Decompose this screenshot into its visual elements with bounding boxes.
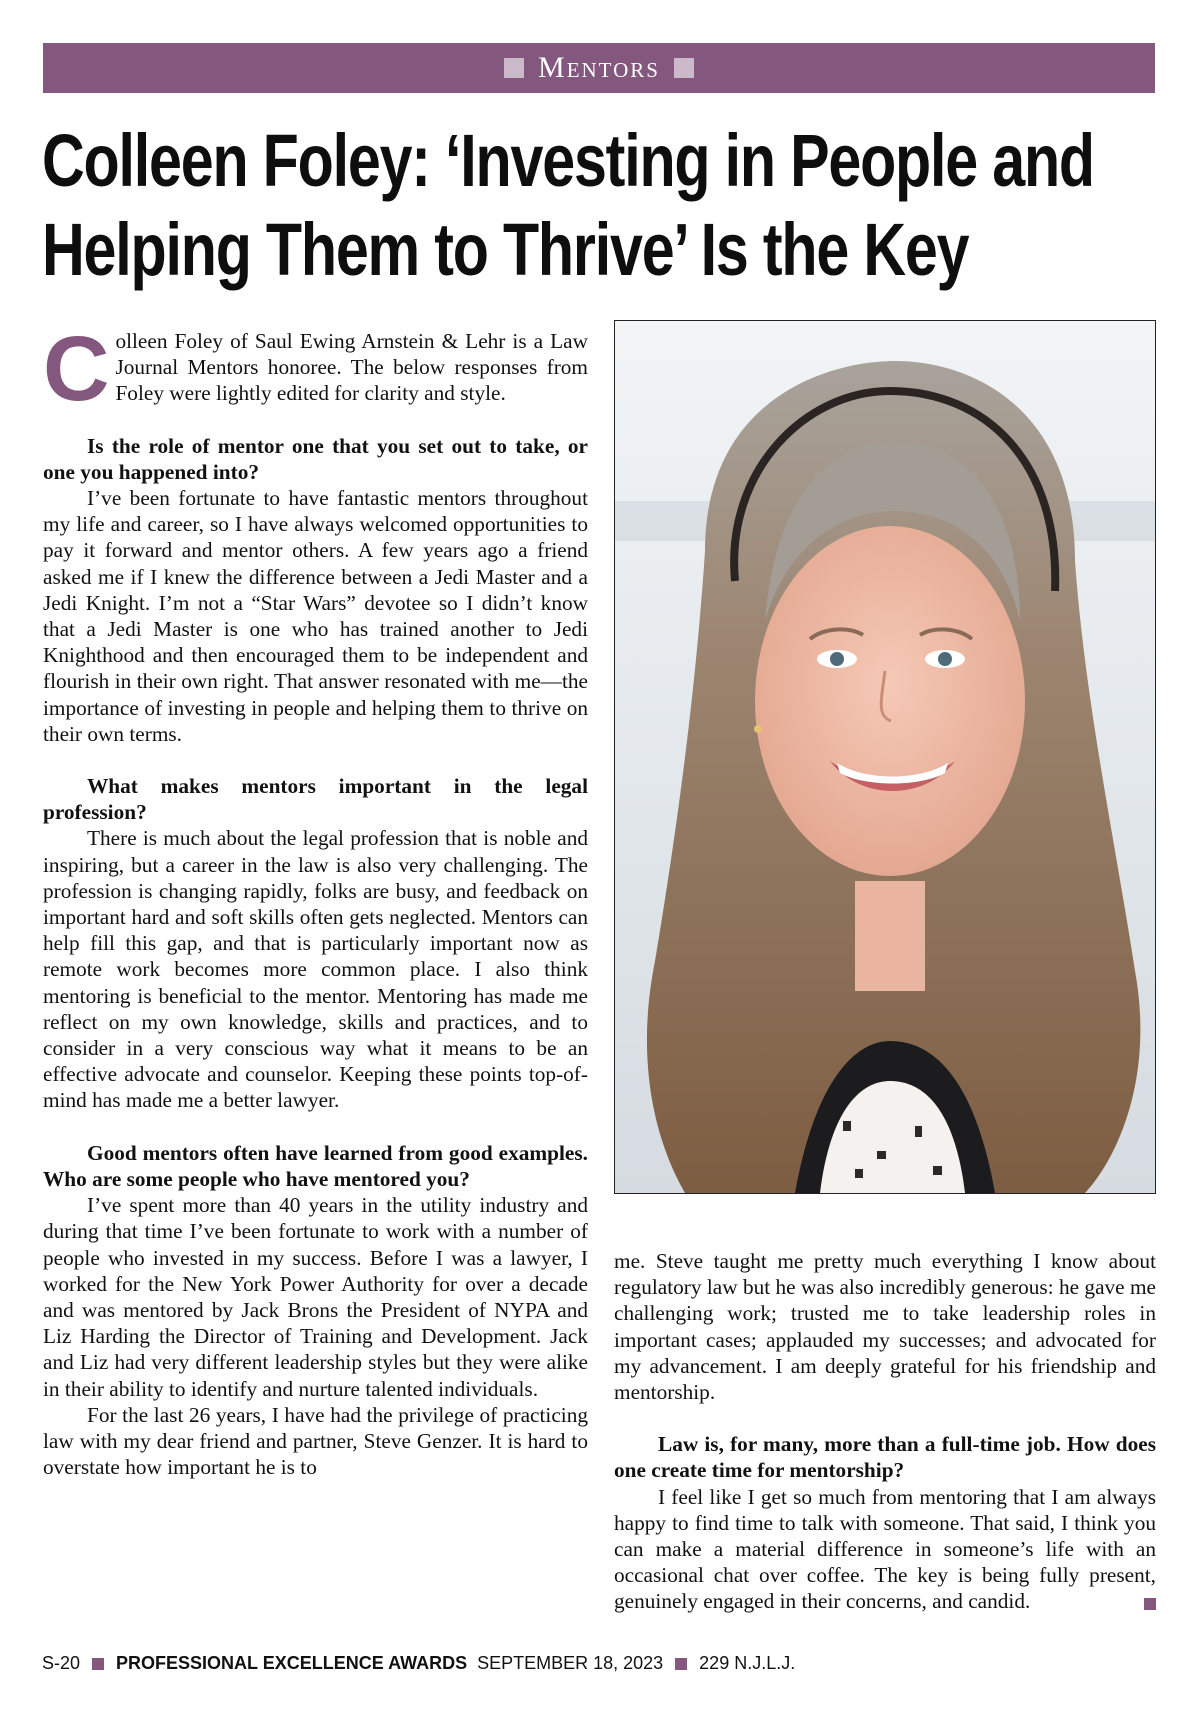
question-2: What makes mentors important in the legal profession? [43, 774, 588, 825]
page-number: S-20 [42, 1653, 81, 1673]
continuation-paragraph: me. Steve taught me pretty much everything I know about regulatory law but he was also incredibly generous: he gave me challenging work; trusted me to take leadership roles in important cases; applauded my successes; and advocated for my advancement. I am deeply grateful for his friendship and mentorship. [614, 1249, 1156, 1405]
left-column [43, 318, 588, 1480]
end-mark-square [1144, 1598, 1156, 1610]
footer-square-2 [675, 1658, 687, 1670]
banner-square-left [504, 58, 524, 78]
answer-1: I’ve been fortunate to have fantastic mentors throughout my life and career, so I have always welcomed opportunities to pay it forward and mentor others. A few years ago a friend asked me if I knew the difference between a Jedi Master and a Jedi Knight. I’m not a “Star Wars” devotee so I didn’t know that a Jedi Master is one who has trained another to Jedi Knighthood and then encouraged them to be independent and flourish in their own right. That answer resonated with me—the importance of investing in people and helping them to thrive on their own terms. [43, 486, 588, 746]
headline [42, 116, 1094, 294]
intro-text: olleen Foley of Saul Ewing Arnstein & Lehr is a Law Journal Mentors honoree. The below responses from Foley were lightly edited for clarity and style. [115, 329, 588, 406]
question-4: Law is, for many, more than a full-time job. How does one create time for mentorship? [614, 1432, 1156, 1483]
answer-3b: For the last 26 years, I have had the privilege of practicing law with my dear friend and partner, Steve Genzer. It is hard to overstate how important he is to [43, 1402, 588, 1480]
question-1: Is the role of mentor one that you set out to take, or one you happened into? [43, 433, 588, 484]
headline-line-2: Helping Them to Thrive’ Is the Key [42, 208, 969, 291]
answer-2: There is much about the legal profession that is noble and inspiring, but a career in the law is also very challenging. The profession is changing rapidly, folks are busy, and feedback on important hard and soft skills often gets neglected. Mentors can help fill this gap, and that is particularly important now as remote work becomes more common place. I also think mentoring is beneficial to the mentor. Mentoring has made me reflect on my own knowledge, skills and practices, and to consider in a very conscious way what it means to be an effective advocate and counselor. Keeping these points top-of-mind has made me a better lawyer. [43, 826, 588, 1113]
volume-label: 229 N.J.L.J. [699, 1653, 796, 1673]
portrait-photo [614, 320, 1156, 1194]
intro-paragraph [43, 318, 588, 420]
page-footer [42, 1653, 795, 1674]
footer-square-1 [92, 1658, 104, 1670]
banner-square-right [674, 58, 694, 78]
issue-date: SEPTEMBER 18, 2023 [477, 1653, 664, 1673]
section-label: Mentors [538, 51, 660, 84]
portrait-illustration [615, 321, 1155, 1193]
right-column [614, 1248, 1156, 1615]
answer-3a: I’ve spent more than 40 years in the utility industry and during that time I’ve been fortunate to work with a number of people who invested in my success. Before I was a lawyer, I worked for the New York Power Authority for over a decade and was mentored by Jack Brons the President of NYPA and Liz Harding the Director of Training and Development. Jack and Liz had very different leadership styles but they were alike in their ability to identify and nurture talented individuals. [43, 1193, 588, 1401]
question-3: Good mentors often have learned from good examples. Who are some people who have mentored you? [43, 1140, 588, 1191]
headline-line-1: Colleen Foley: ‘Investing in People and [42, 119, 1094, 202]
publication-name: PROFESSIONAL EXCELLENCE AWARDS [116, 1653, 468, 1673]
answer-4 [614, 1484, 1156, 1615]
answer-4-text: I feel like I get so much from mentoring that I am always happy to find time to talk with someone. That said, I think you can make a material difference in someone’s life with an occasional chat over coffee. The key is being fully present, genuinely engaged in their concerns, and candid. [614, 1484, 1156, 1614]
drop-cap: C [43, 318, 110, 420]
section-banner [43, 43, 1155, 93]
